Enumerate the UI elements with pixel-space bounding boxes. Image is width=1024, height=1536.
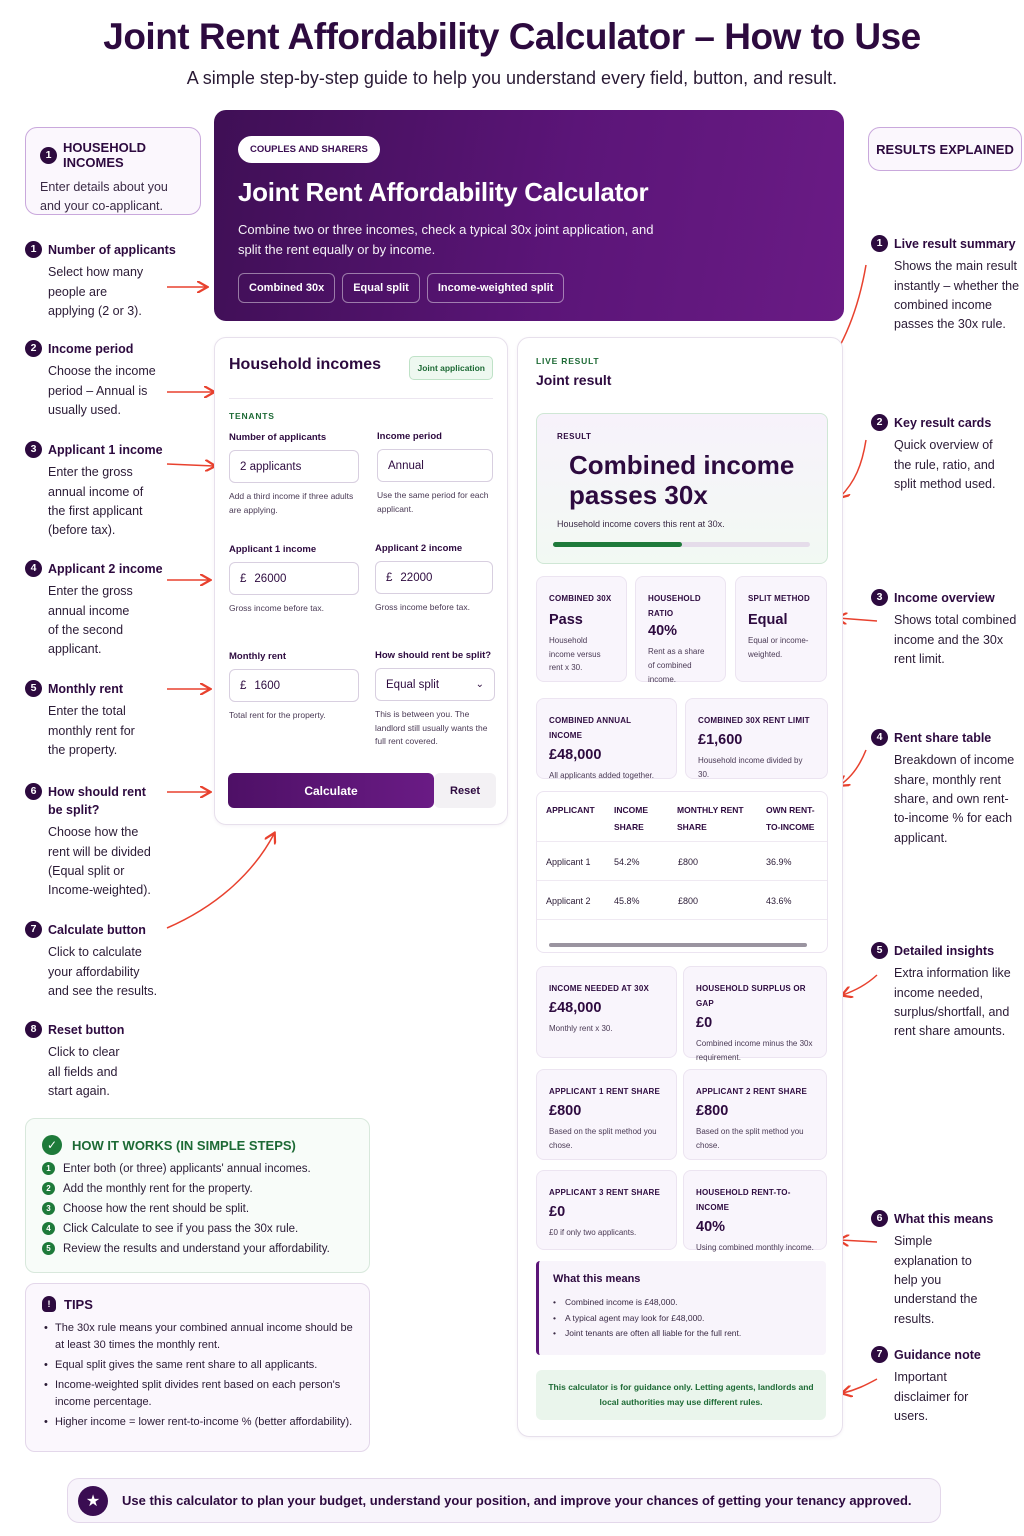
card-label: SPLIT METHOD: [748, 594, 810, 603]
card-label: HOUSEHOLD SURPLUS OR GAP: [696, 984, 806, 1009]
step-title: Number of applicants: [48, 243, 176, 257]
table-row: [537, 880, 827, 919]
field-hint: Gross income before tax.: [375, 602, 470, 612]
card-value: £0: [549, 1204, 566, 1221]
step-text: Choose how the rent should be split.: [63, 1202, 250, 1215]
list-item: • Joint tenants are often all liable for the full rent.: [553, 1326, 812, 1342]
card-value: 40%: [648, 623, 678, 640]
step-text: Enter both (or three) applicants' annual incomes.: [63, 1162, 311, 1175]
rent-share-table[interactable]: [536, 791, 828, 953]
key-card-household-ratio: [635, 576, 726, 682]
step-description: Breakdown of income share, monthly rent share, and own rent-to-income % for each applicant.: [894, 753, 1015, 845]
reset-button[interactable]: Reset: [434, 773, 496, 808]
field-label: Number of applicants: [229, 432, 327, 443]
arrow-icon: [843, 1379, 877, 1393]
input-value: 22000: [400, 571, 433, 584]
arrow-icon: [840, 440, 866, 497]
card-label: APPLICANT 3 RENT SHARE: [549, 1188, 661, 1197]
field-label: Applicant 2 income: [375, 543, 463, 554]
step-number-badge: 4: [42, 1222, 55, 1235]
insight-applicant-2-share: [683, 1069, 827, 1160]
step-number-badge: 1: [871, 235, 888, 252]
step-text: Review the results and understand your affordability.: [63, 1242, 330, 1255]
arrow-icon: [838, 618, 877, 621]
footer-text: Use this calculator to plan your budget, understand your position, and improve your chances of getting your tenancy approved.: [122, 1493, 912, 1508]
step-description: Click to clear all fields and start again.: [48, 1045, 120, 1098]
live-result-label: LIVE RESULT: [536, 356, 600, 366]
table-scrollbar[interactable]: [549, 943, 807, 947]
currency-prefix: £: [386, 571, 393, 584]
divider: [229, 398, 493, 399]
monthly-rent-field: [229, 651, 359, 723]
card-description: Household income divided by 30.: [698, 756, 803, 779]
insight-income-needed: [536, 966, 677, 1058]
arrow-icon: [167, 834, 274, 928]
currency-prefix: £: [240, 572, 247, 585]
step-number-badge: 6: [25, 783, 42, 800]
step-number-badge: 4: [25, 560, 42, 577]
card-label: APPLICANT 2 RENT SHARE: [696, 1087, 808, 1096]
list-item: [42, 1182, 353, 1195]
list-item: [42, 1222, 353, 1235]
card-label: COMBINED 30X RENT LIMIT: [698, 716, 810, 725]
progress-fill: [553, 542, 682, 547]
step-title: Income period: [48, 342, 134, 356]
step-number-badge: 6: [871, 1210, 888, 1227]
result-label: RESULT: [557, 432, 592, 441]
results-panel: [517, 337, 843, 1437]
hero-description: Combine two or three incomes, check a typical 30x joint application, and split the rent equally or by income.: [238, 222, 654, 257]
step-title: What this means: [894, 1212, 994, 1226]
insight-household-rent-to-income: [683, 1170, 827, 1253]
table-cell: £800: [678, 857, 699, 867]
key-card-split-method: [735, 576, 827, 682]
input-value: 26000: [254, 572, 287, 585]
tips-title: TIPS: [64, 1296, 93, 1312]
table-cell: 45.8%: [614, 896, 640, 906]
income-period-select[interactable]: [377, 449, 493, 482]
arrow-icon: [167, 464, 214, 466]
list-item: • Higher income = lower rent-to-income % (better affordability).: [42, 1414, 353, 1431]
applicant-2-income-field: [375, 543, 493, 615]
field-hint: Total rent for the property.: [229, 710, 326, 720]
field-hint: This is between you. The landlord still usually wants the full rent covered.: [375, 709, 488, 747]
list-item: • A typical agent may look for £48,000.: [553, 1311, 812, 1327]
card-description: Combined income minus the 30x requirement.: [696, 1039, 813, 1062]
list-item: [42, 1162, 353, 1175]
table-cell: 43.6%: [766, 896, 792, 906]
step-description: Select how many people are applying (2 or 3).: [48, 265, 144, 318]
card-description: £0 if only two applicants.: [549, 1228, 637, 1238]
hero-pill: COUPLES AND SHARERS: [238, 136, 380, 163]
step-title: Calculate button: [48, 923, 146, 937]
step-title: Rent share table: [894, 731, 992, 745]
tenants-section-label: TENANTS: [229, 411, 275, 421]
page-title: Joint Rent Affordability Calculator – How to Use: [103, 16, 921, 57]
step-description: Choose the income period – Annual is usually used.: [48, 364, 156, 417]
step-number-badge: 3: [42, 1202, 55, 1215]
column-header: OWN RENT-TO-INCOME: [766, 805, 815, 832]
step-description: Simple explanation to help you understand the results.: [894, 1234, 978, 1326]
hero-banner: [214, 110, 844, 321]
list-item: • Income-weighted split divides rent based on each person's income percentage.: [42, 1377, 353, 1411]
result-description: Household income covers this rent at 30x.: [557, 518, 725, 529]
table-row: [537, 841, 827, 880]
what-this-means-box: [536, 1261, 826, 1355]
card-description: Using combined monthly income.: [696, 1243, 814, 1253]
card-label: INCOME NEEDED AT 30X: [549, 984, 650, 993]
card-label: APPLICANT 1 RENT SHARE: [549, 1087, 661, 1096]
how-it-works-title: HOW IT WORKS (IN SIMPLE STEPS): [72, 1137, 296, 1153]
step-number-badge: 3: [25, 441, 42, 458]
card-description: Based on the split method you chose.: [549, 1127, 657, 1150]
step-title: Guidance note: [894, 1348, 981, 1362]
step-description: Shows total combined income and the 30x rent limit.: [894, 613, 1017, 666]
card-label: HOUSEHOLD RENT-TO-INCOME: [696, 1188, 791, 1213]
footer-banner: [67, 1478, 941, 1523]
table-cell: £800: [678, 896, 699, 906]
step-description: Quick overview of the rule, ratio, and split method used.: [894, 438, 996, 491]
star-icon: ★: [78, 1486, 108, 1516]
card-label: COMBINED 30X: [549, 594, 612, 603]
number-of-applicants-field: [229, 432, 359, 517]
step-number-badge: 2: [42, 1182, 55, 1195]
step-description: Enter the gross annual income of the first applicant (before tax).: [48, 465, 144, 538]
monthly-rent-input[interactable]: [229, 669, 359, 702]
applicant-1-income-field: [229, 544, 359, 616]
card-label: COMBINED ANNUAL INCOME: [549, 716, 632, 741]
step-number-badge: 1: [42, 1162, 55, 1175]
step-number-badge: 2: [871, 414, 888, 431]
step-title: Reset button: [48, 1023, 125, 1037]
step-number-badge: 5: [871, 942, 888, 959]
card-value: £48,000: [549, 747, 602, 764]
step-description: Enter the total monthly rent for the property.: [48, 704, 135, 757]
list-item: • The 30x rule means your combined annual income should be at least 30 times the monthly rent.: [42, 1320, 353, 1354]
overview-rent-limit: [685, 698, 828, 779]
page-subtitle: A simple step-by-step guide to help you understand every field, button, and result.: [186, 68, 838, 88]
step-text: Add the monthly rent for the property.: [63, 1182, 253, 1195]
column-header: MONTHLY RENT SHARE: [677, 805, 744, 832]
hero-title: Joint Rent Affordability Calculator: [238, 177, 649, 207]
card-value: 40%: [696, 1219, 726, 1236]
table-cell: 36.9%: [766, 857, 792, 867]
checkmark-icon: ✓: [42, 1135, 62, 1155]
card-value: Equal: [748, 612, 788, 629]
applicant-1-income-input[interactable]: [229, 562, 359, 595]
insight-applicant-3-share: [536, 1170, 677, 1250]
step-title: Applicant 2 income: [48, 562, 163, 576]
card-description: Household income versus rent x 30.: [549, 636, 601, 673]
step-number-badge: 1: [40, 147, 57, 164]
step-text: Click Calculate to see if you pass the 30x rule.: [63, 1222, 299, 1235]
step-number-badge: 5: [25, 680, 42, 697]
guidance-note: This calculator is for guidance only. Letting agents, landlords and local authorities may use different rules.: [536, 1370, 826, 1420]
card-value: £0: [696, 1015, 713, 1032]
table-cell: Applicant 2: [546, 896, 591, 906]
select-value: Equal split: [386, 678, 440, 691]
card-description: All applicants added together.: [549, 771, 654, 781]
select-value: 2 applicants: [240, 460, 302, 473]
calculate-button[interactable]: Calculate: [228, 773, 434, 808]
card-value: £800: [696, 1103, 729, 1120]
callout-description: Enter details about you and your co-applicant.: [40, 180, 168, 213]
step-title: Applicant 1 income: [48, 443, 163, 457]
step-title: Income overview: [894, 591, 995, 605]
column-header: APPLICANT: [546, 805, 595, 815]
step-number-badge: 2: [25, 340, 42, 357]
step-description: Extra information like income needed, surplus/shortfall, and rent share amounts.: [894, 966, 1011, 1039]
household-incomes-card: [214, 337, 508, 825]
result-progress-bar: [553, 542, 810, 547]
table-cell: 54.2%: [614, 857, 640, 867]
field-hint: Gross income before tax.: [229, 603, 324, 613]
rent-split-select[interactable]: [375, 668, 495, 701]
card-value: Pass: [549, 612, 583, 629]
insight-applicant-1-share: [536, 1069, 677, 1160]
joint-result-title: Joint result: [536, 372, 612, 388]
applicant-2-income-input[interactable]: [375, 561, 493, 594]
hero-tags: [238, 273, 820, 303]
card-value: £800: [549, 1103, 582, 1120]
select-value: Annual: [388, 459, 424, 472]
overview-combined-income: [536, 698, 677, 779]
field-label: How should rent be split?: [375, 650, 492, 661]
arrow-icon: [843, 975, 877, 995]
step-description: Enter the gross annual income of the second applicant.: [48, 584, 133, 657]
list-item: • Combined income is £48,000.: [553, 1295, 812, 1311]
list-item: [42, 1202, 353, 1215]
card-value: £48,000: [549, 1000, 602, 1017]
field-label: Monthly rent: [229, 651, 286, 662]
field-hint: Use the same period for each applicant.: [377, 490, 489, 514]
arrow-icon: [840, 750, 866, 785]
arrow-icon: [840, 1240, 877, 1242]
income-period-field: [377, 431, 493, 516]
card-value: £1,600: [698, 732, 743, 749]
tag-equal-split: Equal split: [342, 273, 420, 303]
step-number-badge: 5: [42, 1242, 55, 1255]
step-number-badge: 7: [871, 1346, 888, 1363]
card-description: Monthly rent x 30.: [549, 1024, 613, 1034]
form-title: Household incomes: [229, 356, 382, 373]
tips-box: [25, 1283, 370, 1452]
result-headline: Combined income passes 30x: [569, 450, 795, 510]
card-description: Rent as a share of combined income.: [648, 647, 705, 684]
step-number-badge: 7: [25, 921, 42, 938]
result-summary-card: [536, 413, 828, 564]
step-title: Monthly rent: [48, 682, 123, 696]
number-of-applicants-select[interactable]: [229, 450, 359, 483]
input-value: 1600: [254, 679, 280, 692]
field-label: Income period: [377, 431, 442, 442]
card-description: Based on the split method you chose.: [696, 1127, 804, 1150]
how-it-works-box: [25, 1118, 370, 1273]
key-card-combined-30x: [536, 576, 627, 682]
currency-prefix: £: [240, 679, 247, 692]
column-header: INCOME SHARE: [614, 805, 648, 832]
insight-household-surplus: [683, 966, 827, 1062]
table-divider: [537, 919, 827, 920]
card-description: Equal or income-weighted.: [748, 636, 809, 659]
tag-income-weighted-split: Income-weighted split: [427, 273, 565, 303]
callout-heading: HOUSEHOLD INCOMES: [63, 140, 147, 170]
joint-application-badge: Joint application: [409, 356, 493, 380]
step-number-badge: 1: [25, 241, 42, 258]
step-title: Detailed insights: [894, 944, 995, 958]
step-number-badge: 4: [871, 729, 888, 746]
step-description: Click to calculate your affordability and see the results.: [48, 945, 158, 998]
field-hint: Add a third income if three adults are applying.: [229, 491, 354, 515]
step-title: Live result summary: [894, 237, 1016, 251]
means-title: What this means: [553, 1273, 641, 1285]
list-item: [42, 1242, 353, 1255]
step-description: Important disclaimer for users.: [894, 1370, 969, 1423]
tag-combined-30x: Combined 30x: [238, 273, 335, 303]
lightbulb-icon: !: [42, 1296, 56, 1312]
card-label: HOUSEHOLD RATIO: [648, 594, 701, 619]
chevron-down-icon: ⌄: [475, 679, 484, 690]
table-cell: Applicant 1: [546, 857, 591, 867]
list-item: • Equal split gives the same rent share to all applicants.: [42, 1357, 353, 1374]
step-title: How should rent be split?: [48, 785, 146, 818]
step-number-badge: 8: [25, 1021, 42, 1038]
field-label: Applicant 1 income: [229, 544, 317, 555]
step-number-badge: 3: [871, 589, 888, 606]
rent-split-field: [375, 650, 495, 749]
results-explained-heading: RESULTS EXPLAINED: [868, 127, 1022, 171]
step-description: Choose how the rent will be divided (Equal split or Income-weighted).: [48, 825, 151, 898]
step-title: Key result cards: [894, 416, 992, 430]
step-description: Shows the main result instantly – whether the combined income passes the 30x rule.: [894, 259, 1020, 332]
